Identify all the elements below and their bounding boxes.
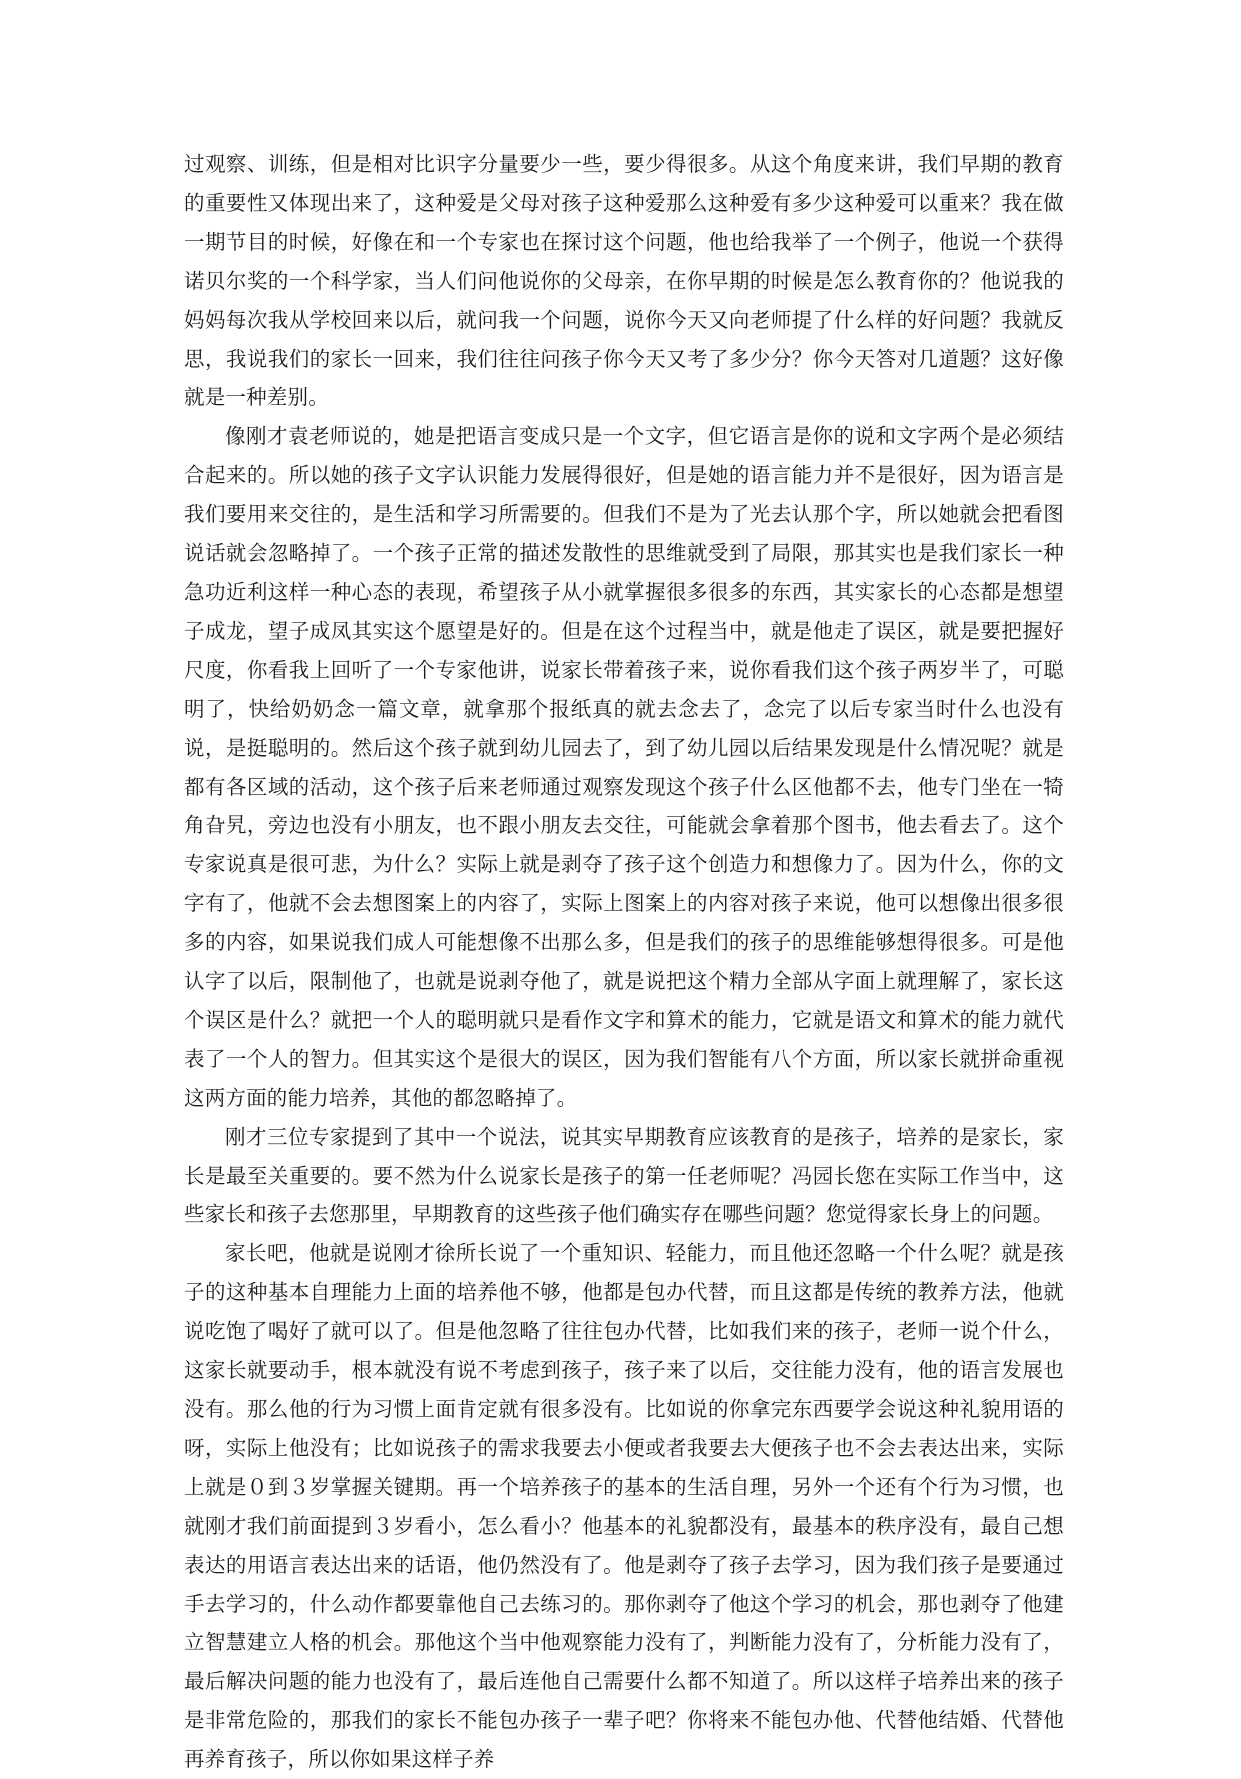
- paragraph-3: 刚才三位专家提到了其中一个说法，说其实早期教育应该教育的是孩子，培养的是家长，家长是最至关重要的。要不然为什么说家长是孩子的第一任老师呢？冯园长您在实际工作当中，这些家长和孩子去您那里，早期教育的这些孩子他们确实存在哪些问题？您觉得家长身上的问题。: [184, 1124, 1064, 1227]
- document-body: [184, 145, 1064, 1779]
- paragraph-2: 像刚才袁老师说的，她是把语言变成只是一个文字，但它语言是你的说和文字两个是必须结合起来的。所以她的孩子文字认识能力发展得很好，但是她的语言能力并不是很好，因为语言是我们要用来交往的，是生活和学习所需要的。但我们不是为了光去认那个字，所以她就会把看图说话就会忽略掉了。一个孩子正常的描述发散性的思维就受到了局限，那其实也是我们家长一种急功近利这样一种心态的表现，希望孩子从小就掌握很多很多的东西，其实家长的心态都是想望子成龙，望子成凤其实这个愿望是好的。但是在这个过程当中，就是他走了误区，就是要把握好尺度，你看我上回听了一个专家他讲，说家长带着孩子来，说你看我们这个孩子两岁半了，可聪明了，快给奶奶念一篇文章，就拿那个报纸真的就去念去了，念完了以后专家当时什么也没有说，是挺聪明的。然后这个孩子就到幼儿园去了，到了幼儿园以后结果发现是什么情况呢？就是都有各区域的活动，这个孩子后来老师通过观察发现这个孩子什么区他都不去，他专门坐在一犄角旮旯，旁边也没有小朋友，也不跟小朋友去交往，可能就会拿着那个图书，他去看去了。这个专家说真是很可悲，为什么？实际上就是剥夺了孩子这个创造力和想像力了。因为什么，你的文字有了，他就不会去想图案上的内容了，实际上图案上的内容对孩子来说，他可以想像出很多很多的内容，如果说我们成人可能想像不出那么多，但是我们的孩子的思维能够想得很多。可是他认字了以后，限制他了，也就是说剥夺他了，就是说把这个精力全部从字面上就理解了，家长这个误区是什么？就把一个人的聪明就只是看作文字和算术的能力，它就是语文和算术的能力就代表了一个人的智力。但其实这个是很大的误区，因为我们智能有八个方面，所以家长就拼命重视这两方面的能力培养，其他的都忽略掉了。: [184, 424, 1064, 1110]
- paragraph-1: 过观察、训练，但是相对比识字分量要少一些，要少得很多。从这个角度来讲，我们早期的教育的重要性又体现出来了，这种爱是父母对孩子这种爱那么这种爱有多少这种爱可以重来？我在做一期节目的时候，好像在和一个专家也在探讨这个问题，他也给我举了一个例子，他说一个获得诺贝尔奖的一个科学家，当人们问他说你的父母亲，在你早期的时候是怎么教育你的？他说我的妈妈每次我从学校回来以后，就问我一个问题，说你今天又向老师提了什么样的好问题？我就反思，我说我们的家长一回来，我们往往问孩子你今天又考了多少分？你今天答对几道题？这好像就是一种差别。: [184, 152, 1064, 410]
- paragraph-4: 家长吧，他就是说刚才徐所长说了一个重知识、轻能力，而且他还忽略一个什么呢？就是孩子的这种基本自理能力上面的培养他不够，他都是包办代替，而且这都是传统的教养方法，他就说吃饱了喝好了就可以了。但是他忽略了往往包办代替，比如我们来的孩子，老师一说个什么，这家长就要动手，根本就没有说不考虑到孩子，孩子来了以后，交往能力没有，他的语言发展也没有。那么他的行为习惯上面肯定就有很多没有。比如说的你拿完东西要学会说这种礼貌用语的呀，实际上他没有；比如说孩子的需求我要去小便或者我要去大便孩子也不会去表达出来，实际上就是０到３岁掌握关键期。再一个培养孩子的基本的生活自理，另外一个还有个行为习惯，也就刚才我们前面提到３岁看小，怎么看小？他基本的礼貌都没有，最基本的秩序没有，最自己想表达的用语言表达出来的话语，他仍然没有了。他是剥夺了孩子去学习，因为我们孩子是要通过手去学习的，什么动作都要靠他自己去练习的。那你剥夺了他这个学习的机会，那也剥夺了他建立智慧建立人格的机会。那他这个当中他观察能力没有了，判断能力没有了，分析能力没有了，最后解决问题的能力也没有了，最后连他自己需要什么都不知道了。所以这样子培养出来的孩子是非常危险的，那我们的家长不能包办孩子一辈子吧？你将来不能包办他、代替他结婚、代替他再养育孩子，所以你如果这样子养: [184, 1241, 1064, 1772]
